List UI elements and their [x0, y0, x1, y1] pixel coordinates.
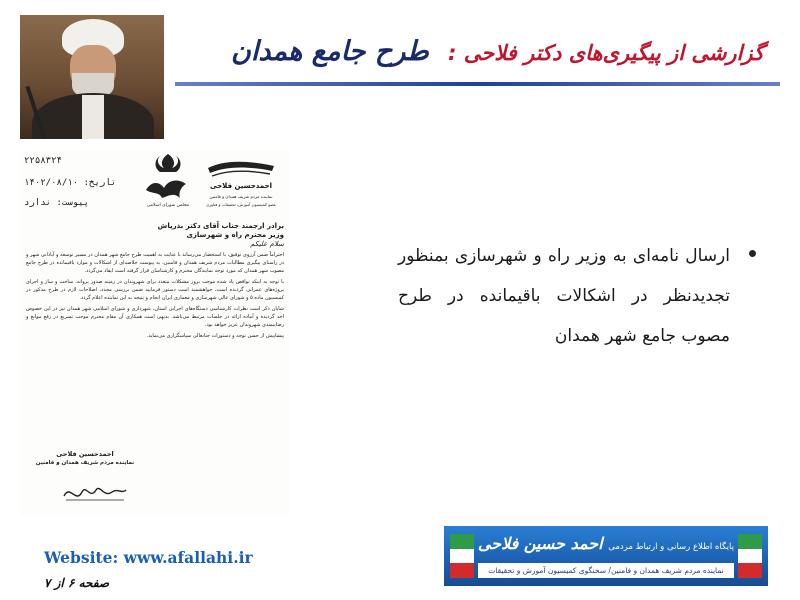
svg-text:نماینده مردم شریف همدان و فامن: نماینده مردم شریف همدان و فامنین — [209, 194, 273, 199]
representative-seal-icon — [198, 154, 284, 216]
letter-greeting: سلام علیکم — [250, 240, 284, 248]
letter-ref-attach: پیوست: ندارد — [24, 198, 90, 208]
iran-flag-icon — [450, 534, 474, 578]
handwritten-signature-icon — [60, 478, 130, 506]
letter-signature-title: نماینده مردم شریف همدان و فامنین — [35, 460, 135, 466]
letter-paragraph: احتراماً ضمن آرزوی توفیق، با استحضار می‌رساند با عنایت به اهمیت طرح جامع شهر همدان در مسیر توسعه و آبادانی شهر و در راستای پیگیری مطالبات مردم شریف همدان و فامنین، به پیوست خلاصه‌ای از اشکالات و موارد باقیمانده در طرح جامع مصوب شهر همدان که مورد توجه نمایندگان محترم و کارشناسان قرار گرفته است ایفاد می‌گردد. — [26, 252, 284, 274]
iran-flag-icon — [738, 534, 762, 578]
letter-paragraph: شایان ذکر است نظرات کارشناسی دستگاه‌های اجرایی استان، شهرداری و شورای اسلامی شهر همدان نیز در این خصوص اخذ گردیده و آماده ارائه در جلسات مرتبط می‌باشد. بدیهی است همکاری آن مقام محترم موجب تسریع در رفع موانع و رضایتمندی شهروندان عزیز خواهد بود. — [26, 306, 284, 328]
svg-text:عضو کمیسیون آموزش، تحقیقات و ف: عضو کمیسیون آموزش، تحقیقات و فناوری — [205, 202, 277, 207]
title-divider — [175, 82, 780, 86]
banner-tagline-prefix: پایگاه اطلاع رسانی و ارتباط مردمی — [608, 542, 734, 552]
page-number: صفحه ۶ از ۷ — [44, 576, 110, 590]
bullet-point — [398, 236, 756, 356]
letter-addressee-2: وزیر محترم راه و شهرسازی — [186, 231, 284, 239]
letter-signature-block — [20, 450, 150, 466]
letter-ref-number: ۲۲۵۸۳۲۴ — [24, 156, 62, 166]
svg-text:مجلس شورای اسلامی: مجلس شورای اسلامی — [146, 203, 190, 208]
scanned-letter — [20, 150, 290, 515]
slide-title-prefix: گزارشی از پیگیری‌های دکتر فلاحی : — [448, 41, 764, 65]
banner-strip: نماینده مردم شریف همدان و فامنین/ سخنگوی کمیسیون آموزش و تحقیقات — [478, 563, 734, 578]
banner-name: احمد حسین فلاحی — [477, 534, 603, 553]
letter-signature-name: احمدحسین فلاحی — [56, 450, 114, 458]
letter-body — [26, 222, 284, 343]
svg-text:احمدحسین فلاحی: احمدحسین فلاحی — [210, 182, 272, 190]
slide-title-subject: طرح جامع همدان — [231, 36, 429, 67]
parliament-seal-icon — [138, 150, 198, 208]
banner-tagline — [478, 534, 734, 553]
letter-ref-date: تاریخ: ۱۴۰۲/۰۸/۱۰ — [24, 178, 117, 188]
website-link[interactable]: Website: www.afallahi.ir — [44, 548, 253, 567]
site-banner — [444, 526, 768, 586]
bullet-icon — [749, 250, 756, 257]
speaker-photo — [20, 15, 164, 139]
slide-title — [231, 38, 764, 65]
letter-addressee-1: برادر ارجمند جناب آقای دکتر بذرپاش — [157, 222, 284, 230]
letter-paragraph: با توجه به اینکه نواقص یاد شده موجب بروز مشکلات متعدد برای شهروندان در زمینه صدور پروانه، ساخت و ساز و اجرای پروژه‌های عمرانی گردیده است، خواهشمند است دستور فرمایید ضمن بررسی مجدد، اصلاحات لازم در طرح مذکور در کمیسیون ماده ۵ و شورای عالی شهرسازی و معماری ایران انجام و نتیجه به این نماینده اعلام گردد. — [26, 279, 284, 301]
letter-paragraph: پیشاپیش از حسن توجه و دستورات جنابعالی سپاسگزاری می‌نماید. — [146, 333, 284, 339]
bullet-text: ارسال نامه‌ای به وزیر راه و شهرسازی بمنظور تجدیدنظر در اشکالات باقیمانده در طرح مصوب جامع شهر همدان — [398, 246, 730, 346]
